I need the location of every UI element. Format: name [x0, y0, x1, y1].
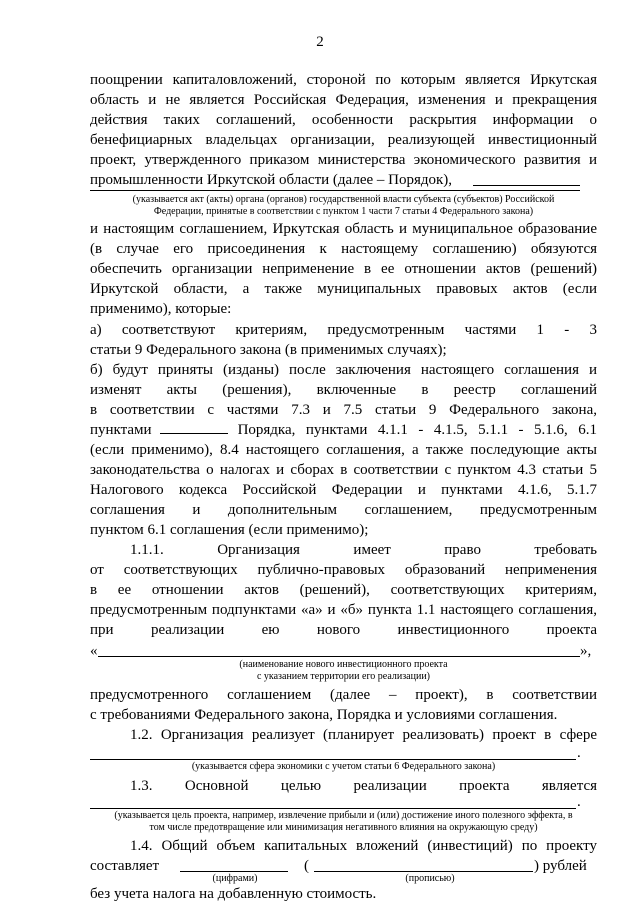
text-line: [90, 420, 597, 440]
text-line: с требованиями Федерального закона, Порядка и условиями соглашения.: [90, 707, 558, 723]
text-line: статьи 9 Федерального закона (в применимых случаях);: [90, 342, 447, 358]
list-item-b: б) будут приняты (изданы) после заключения настоящего соглашения и: [90, 362, 597, 378]
text-fragment: составляет: [90, 858, 160, 874]
text-line: Иркутской области, а также муниципальных правовых актов (если: [90, 281, 597, 297]
text-fragment: «: [90, 643, 98, 659]
text-line: соглашения и дополнительным соглашением, предусмотренным: [90, 502, 597, 518]
footnote-caption: (указывается акт (акты) органа (органов) государственной власти субъекта (субъектов) Российской: [132, 194, 555, 205]
text-line: и настоящим соглашением, Иркутская область и муниципальное образование: [90, 221, 597, 237]
text-fragment: Порядка, пунктами 4.1.1 - 4.1.5, 5.1.1 - 5.1.6, 6.1: [237, 422, 597, 438]
blank-line: [90, 808, 576, 809]
text-fragment: .: [577, 745, 581, 761]
text-line: обеспечить организации неприменение в ее отношении актов (решений): [90, 261, 597, 277]
text-line: действия таких соглашений, особенности раскрытия информации о: [90, 112, 597, 128]
footnote-caption: с указанием территории его реализации): [256, 671, 431, 682]
text-fragment: пунктами: [90, 422, 152, 438]
text-line: от соответствующих публично-правовых образований неприменения: [90, 562, 597, 578]
text-line: Налогового кодекса Российской Федерации и пунктами 4.1.6, 5.1.7: [90, 482, 597, 498]
text-line: область и не является Российская Федерация, изменения и прекращения: [90, 92, 597, 108]
text-fragment: »,: [580, 643, 592, 659]
text-line: изменят акты (решения), включенные в реестр соглашений: [90, 382, 597, 398]
text-line: предусмотренного соглашением (далее – проект), в соответствии: [90, 687, 597, 703]
text-fragment: (: [304, 858, 309, 874]
blank-line: [160, 420, 228, 434]
clause-1-1-1: 1.1.1. Организация имеет право требовать: [130, 542, 597, 558]
text-line: [90, 641, 597, 661]
text-line: пунктом 6.1 соглашения (если применимо);: [90, 522, 369, 538]
page-number: 2: [316, 34, 324, 50]
text-line: проект, утвержденного приказом министерства экономического развития и: [90, 152, 597, 168]
text-line: (если применимо), 8.4 настоящего соглашения, а также последующие акты: [90, 442, 597, 458]
clause-1-4: 1.4. Общий объем капитальных вложений (инвестиций) по проекту: [130, 838, 597, 854]
text-line: в ее отношении актов (решений), соответствующих критериям,: [90, 582, 597, 598]
footnote-caption: (цифрами): [212, 873, 258, 884]
blank-line: [98, 656, 580, 657]
text-line: бенефициарных владельцах организации, реализующей инвестиционный: [90, 132, 597, 148]
list-item-a: а) соответствуют критериям, предусмотренным частями 1 - 3: [90, 322, 597, 338]
text-line: промышленности Иркутской области (далее – Порядок),: [90, 172, 453, 188]
blank-line: [90, 190, 580, 191]
text-line: при реализации ею нового инвестиционного проекта: [90, 622, 597, 638]
text-line: предусмотренным подпунктами «а» и «б» пункта 1.1 настоящего соглашения,: [90, 602, 597, 618]
clause-1-3: 1.3. Основной целью реализации проекта является: [130, 778, 597, 794]
footnote-caption: (прописью): [405, 873, 455, 884]
text-line: (в случае его присоединения к настоящему соглашению) обязуются: [90, 241, 597, 257]
blank-line: [90, 759, 576, 760]
blank-line: [180, 871, 288, 872]
footnote-caption: (указывается сфера экономики с учетом статьи 6 Федерального закона): [191, 761, 496, 772]
blank-line: [314, 871, 533, 872]
text-line: [90, 856, 597, 876]
text-line: применимо), которые:: [90, 301, 232, 317]
text-line: поощрении капиталовложений, стороной по которым является Иркутская: [90, 72, 597, 88]
footnote-caption: Федерации, принятые в соответствии с пунктом 1 части 7 статьи 4 Федерального закона): [153, 206, 534, 217]
footnote-caption: том числе предотвращение или минимизация негативного влияния на окружающую среду): [149, 822, 538, 833]
footnote-caption: (указывается цель проекта, например, извлечение прибыли и (или) достижение иного полезного эффекта, в: [114, 810, 573, 821]
text-line: без учета налога на добавленную стоимость.: [90, 886, 377, 902]
text-line: в соответствии с частями 7.3 и 7.5 статьи 9 Федерального закона,: [90, 402, 597, 418]
footnote-caption: (наименование нового инвестиционного проекта: [239, 659, 448, 670]
text-fragment: .: [577, 794, 581, 810]
text-fragment: ) рублей: [534, 858, 587, 874]
clause-1-2: 1.2. Организация реализует (планирует реализовать) проект в сфере: [130, 727, 597, 743]
text-line: законодательства о налогах и сборах в соответствии с пунктом 4.3 статьи 5: [90, 462, 597, 478]
blank-line: [473, 185, 580, 186]
